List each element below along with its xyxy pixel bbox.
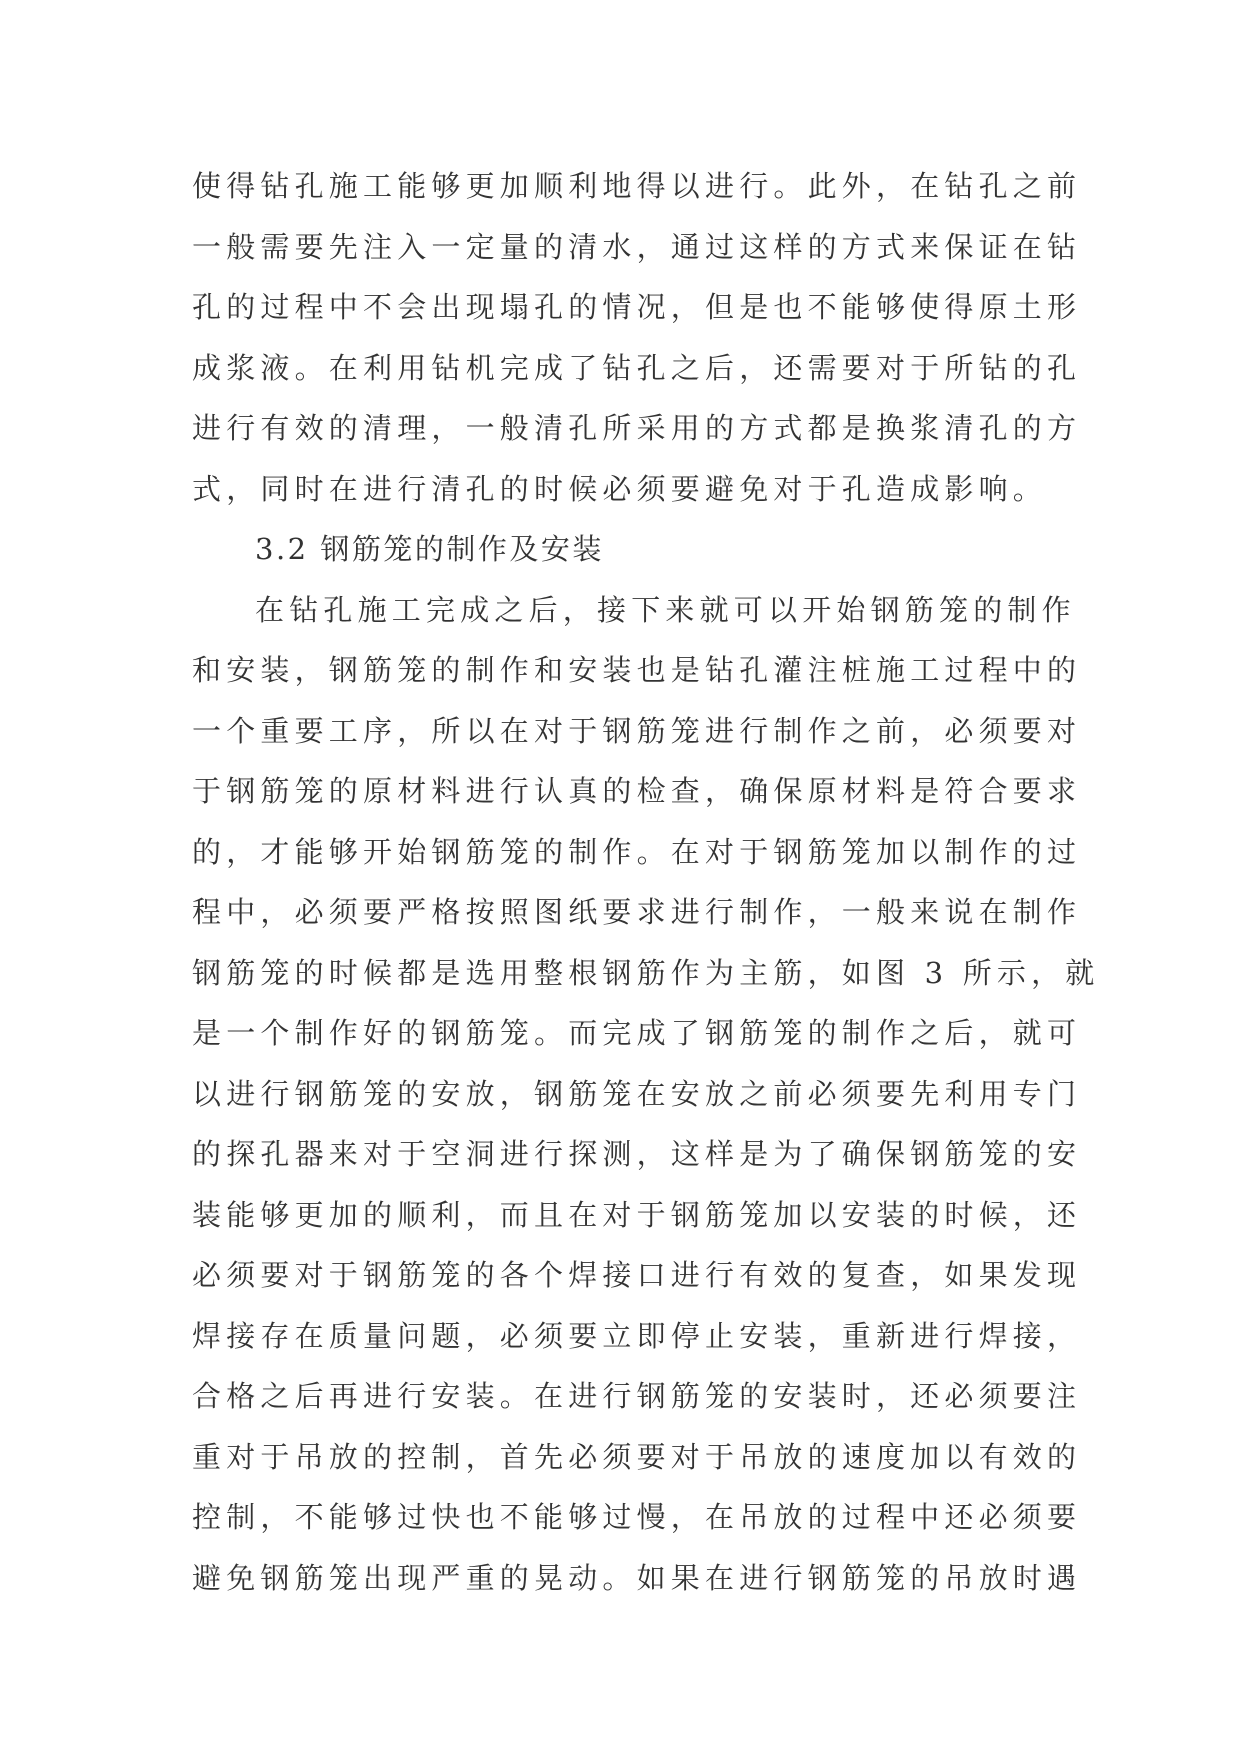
text-line: 避免钢筋笼出现严重的晃动。如果在进行钢筋笼的吊放时遇	[192, 1560, 1082, 1595]
text-line: 焊接存在质量问题，必须要立即停止安装，重新进行焊接，	[192, 1318, 1082, 1353]
section-heading: 3.2 钢筋笼的制作及安装	[255, 532, 604, 566]
text-line: 一个重要工序，所以在对于钢筋笼进行制作之前，必须要对	[192, 713, 1082, 748]
text-line: 合格之后再进行安装。在进行钢筋笼的安装时，还必须要注	[192, 1379, 1082, 1413]
text-line: 重对于吊放的控制，首先必须要对于吊放的速度加以有效的	[192, 1439, 1082, 1474]
text-line: 钢筋笼的时候都是选用整根钢筋作为主筋，如图 3 所示，就	[192, 955, 1100, 990]
text-line: 的，才能够开始钢筋笼的制作。在对于钢筋笼加以制作的过	[192, 834, 1082, 869]
paragraph-drilling-process	[192, 156, 1082, 519]
text-line: 进行有效的清理，一般清孔所采用的方式都是换浆清孔的方	[192, 411, 1082, 445]
text-line: 和安装，钢筋笼的制作和安装也是钻孔灌注桩施工过程中的	[192, 653, 1082, 687]
text-line: 于钢筋笼的原材料进行认真的检查，确保原材料是符合要求	[192, 774, 1082, 808]
text-line: 装能够更加的顺利，而且在对于钢筋笼加以安装的时候，还	[192, 1197, 1082, 1232]
text-line: 式，同时在进行清孔的时候必须要避免对于孔造成影响。	[192, 471, 1048, 506]
text-line: 成浆液。在利用钻机完成了钻孔之后，还需要对于所钻的孔	[192, 350, 1082, 385]
text-line: 的探孔器来对于空洞进行探测，这样是为了确保钢筋笼的安	[192, 1137, 1082, 1171]
text-line: 是一个制作好的钢筋笼。而完成了钢筋笼的制作之后，就可	[192, 1016, 1082, 1050]
text-line: 孔的过程中不会出现塌孔的情况，但是也不能够使得原土形	[192, 290, 1082, 324]
text-line: 在钻孔施工完成之后，接下来就可以开始钢筋笼的制作	[255, 592, 1076, 627]
text-line: 一般需要先注入一定量的清水，通过这样的方式来保证在钻	[192, 229, 1082, 264]
body-text	[192, 156, 1100, 1608]
text-line: 使得钻孔施工能够更加顺利地得以进行。此外，在钻孔之前	[192, 169, 1082, 203]
text-line: 程中，必须要严格按照图纸要求进行制作，一般来说在制作	[192, 895, 1082, 929]
text-line: 以进行钢筋笼的安放，钢筋笼在安放之前必须要先利用专门	[192, 1076, 1082, 1111]
text-line: 控制，不能够过快也不能够过慢，在吊放的过程中还必须要	[192, 1500, 1082, 1534]
text-line: 必须要对于钢筋笼的各个焊接口进行有效的复查，如果发现	[192, 1258, 1082, 1292]
paragraph-rebar-cage	[192, 580, 1100, 1609]
